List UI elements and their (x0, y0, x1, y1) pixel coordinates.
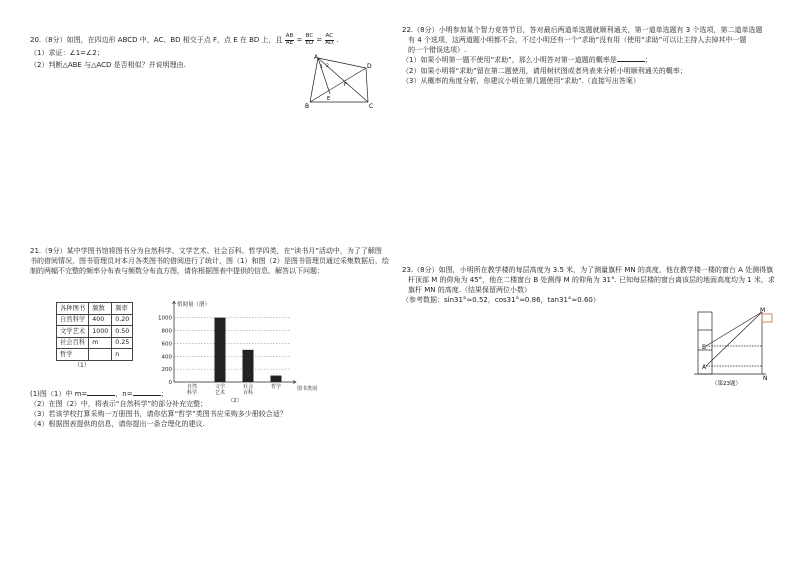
q22-part3: （3）从概率的角度分析，你建议小明在第几题使用“求助”.（直接写出答案） (402, 76, 640, 85)
bar-社会百科 (243, 350, 254, 382)
label-D: D (367, 63, 372, 70)
y-tick-label: 400 (161, 354, 172, 361)
q22-part1: （1）如果小明第一题不使用“求助”，那么小明答对第一道题的概率是 ； (402, 56, 652, 65)
q21-part2: （2）在图（2）中，将表示“自然科学”的部分补充完整； (30, 400, 208, 409)
x-tick-label: 自然 (186, 384, 198, 390)
q20-stem: 20.（8分）如图，在四边形 ABCD 中，AC、BD 相交于点 F，点 E 在 BD 上，且 $\frac{AB}{AE}$ = $\frac{BC}{ED}$ = $\frac{AC}{AD}$ . (30, 33, 339, 46)
y-tick-label: 600 (161, 341, 172, 348)
label-C: C (369, 103, 374, 110)
label-angle-2: 2 (326, 64, 329, 69)
q21-stem-line1: 21.（9分）某中学图书馆将图书分为自然科学、文学艺术、社会百科、哲学四类，在“读书月”活动中，为了了解图 (30, 247, 382, 255)
q23-stem-line3: 旗杆 MN 的高度.（结果保留两位小数） (408, 286, 531, 295)
q20-part1: （1）求证：∠1=∠2； (30, 49, 104, 57)
bar-文学艺术 (215, 318, 226, 382)
q21-part3: （3）若该学校打算采购一万册图书，请你估算“哲学”类图书应采购多少册较合适？ (30, 410, 287, 419)
table-header: 各种图书 (57, 303, 89, 315)
y-tick-label: 800 (161, 328, 172, 335)
x-tick-label: 百科 (242, 390, 254, 396)
answer-blank[interactable] (617, 55, 645, 62)
label-A: A (702, 364, 707, 371)
q21-parts (30, 389, 390, 430)
frequency-table (56, 302, 133, 361)
table-row: 自然科学 400 0.20 (57, 314, 133, 326)
x-tick-label: 社会 (242, 384, 254, 390)
label-B: B (702, 344, 707, 351)
q22-stem-line1: 22.（8分）小明参加某个智力竞答节目，答对最后两道单选题就顺利通关，第一道单选题有 3 个选项，第二道单选题 (402, 26, 763, 34)
answer-blank-n[interactable] (133, 389, 161, 396)
x-tick-label: 文学 (214, 384, 226, 390)
table-header: 频率 (112, 303, 133, 315)
q22-part2: （2）如果小明将“求助”留在第二题使用，请用树状图或者列表来分析小明顺利通关的概率； (402, 66, 687, 75)
q20-quadrilateral-figure (300, 54, 378, 110)
x-tick-label: 艺术 (214, 390, 226, 396)
label-angle-1: 1 (320, 65, 323, 70)
label-E: E (327, 96, 331, 102)
q23-flagpole-figure (694, 306, 778, 388)
q23-stem-line1: 23.（8分）如图，小明所在教学楼的每层高度为 3.5 米，为了测量旗杆 MN 的高度，他在教学楼一楼的窗台 A 处测得旗 (402, 266, 774, 274)
q20-fraction-bc-ed: $\frac{BC}{ED}$ (305, 33, 314, 46)
q22-stem-line2: 有 4 个选项，这两道题小明都不会，不过小明还有一个“求助”没有用（使用“求助”可以让主持人去掉其中一题 (408, 36, 747, 45)
q21-part4: （4）根据图表提供的信息，请你提出一条合理化的建议. (30, 420, 205, 429)
label-A: A (314, 54, 319, 61)
y-tick-label: 1000 (158, 315, 172, 322)
q21-stem-line3: 制的两幅不完整的频率分布表与频数分布直方图，请你根据图表中提供的信息，解答以下问题： (30, 267, 324, 276)
table-row: 哲学 n (57, 349, 133, 361)
table-header: 频数 (89, 303, 112, 315)
q21-block (30, 246, 390, 276)
q20-stem-text: 20.（8分）如图，在四边形 ABCD 中，AC、BD 相交于点 F，点 E 在 BD 上，且 (30, 36, 283, 44)
q23-stem-line2: 杆顶部 M 的仰角为 45°，他在二楼窗台 B 处测得 M 的仰角为 31°. 已知每层楼的窗台离该层的地面高度均为 1 米，求 (408, 276, 775, 285)
chart-caption: （2） (227, 398, 243, 404)
x-tick-label: 哲学 (270, 384, 282, 390)
y-axis-label: 借阅量（册） (177, 302, 211, 308)
y-tick-label: 0 (168, 380, 172, 386)
q20-fraction-ac-ad: $\frac{AC}{AD}$ (325, 33, 334, 46)
flag-icon (762, 314, 772, 322)
label-B: B (305, 103, 310, 110)
bar-哲学 (271, 376, 282, 382)
q20-part2: （2）判断△ABE 与△ACD 是否相似？并说明理由. (30, 61, 186, 70)
frequency-table-wrap (56, 302, 133, 370)
q23-reference-data: （参考数据：sin31°≈0.52，cos31°≈0.86，tan31°≈0.60） (402, 296, 600, 305)
answer-blank-m[interactable] (87, 389, 115, 396)
label-M: M (760, 307, 766, 314)
label-F: F (344, 82, 347, 88)
q20-fraction-ab-ae: $\frac{AB}{AE}$ (285, 33, 294, 46)
q22-block (402, 25, 782, 86)
q23-caption: （第23题） (712, 381, 741, 387)
table-caption: （1） (74, 361, 90, 369)
x-tick-label: 科学 (186, 390, 198, 396)
q23-block (402, 265, 782, 306)
x-axis-label: 图书类别 (297, 386, 318, 392)
q21-part1: (1)图（1）中 m= ，n= ； (30, 390, 168, 398)
table-row: 社会百科 m 0.25 (57, 337, 133, 349)
y-tick-label: 200 (161, 367, 172, 374)
table-header-row (57, 303, 133, 315)
table-row: 文学艺术 1000 0.50 (57, 326, 133, 338)
label-N: N (763, 375, 768, 382)
q22-stem-line3: 的一个错误选项）. (408, 46, 467, 55)
q21-stem-line2: 书的借阅情况，图书管理员对本月各类图书的借阅进行了统计，图（1）和图（2）是图书管理员通过采集数据后，绘 (30, 257, 389, 266)
